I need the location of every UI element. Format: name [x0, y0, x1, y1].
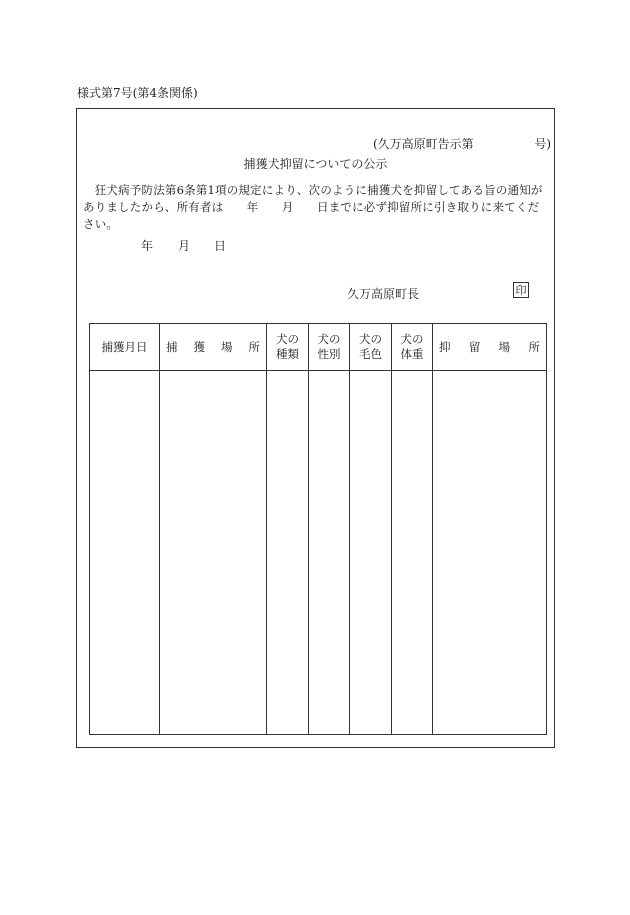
notice-body-line: 狂犬病予防法第6条第1項の規定により、次のように捕獲犬を抑留してある旨の通知が: [83, 183, 543, 197]
table-header-row: [90, 324, 547, 371]
date-day: 日: [214, 239, 227, 253]
header-dog-breed: 犬の 種類: [267, 324, 309, 371]
header-dog-sex: 犬の 性別: [309, 324, 350, 371]
cell-capture-date[interactable]: [90, 371, 160, 735]
header-capture-date: 捕獲月日: [90, 324, 160, 371]
captured-dog-table: [89, 323, 547, 735]
notice-date: [141, 237, 226, 254]
mayor-title: 久万高原町長: [347, 287, 420, 301]
header-detention-place: 抑 留 場 所: [433, 324, 547, 371]
header-dog-weight: 犬の 体重: [392, 324, 433, 371]
header-dog-color: 犬の 毛色: [350, 324, 392, 371]
cell-dog-breed[interactable]: [267, 371, 309, 735]
cell-dog-color[interactable]: [350, 371, 392, 735]
notice-number-suffix: 号): [534, 137, 551, 151]
cell-detention-place[interactable]: [433, 371, 547, 735]
table-row: [90, 371, 547, 735]
cell-capture-place[interactable]: [160, 371, 267, 735]
notice-number-prefix: (久万高原町告示第: [373, 137, 474, 151]
notice-frame: [76, 108, 555, 748]
seal-mark: 印: [513, 282, 529, 298]
notice-title: 捕獲犬抑留についての公示: [243, 157, 388, 171]
notice-body: [83, 182, 553, 233]
date-year: 年: [141, 239, 154, 253]
cell-dog-weight[interactable]: [392, 371, 433, 735]
date-month: 月: [178, 239, 191, 253]
notice-body-line: さい。: [83, 217, 119, 231]
notice-body-line: ありましたから、所有者は 年 月 日までに必ず抑留所に引き取りに来てくだ: [83, 200, 540, 214]
cell-dog-sex[interactable]: [309, 371, 350, 735]
form-number-label: 様式第7号(第4条関係): [77, 86, 198, 100]
header-capture-place: 捕 獲 場 所: [160, 324, 267, 371]
notice-number: [373, 135, 551, 152]
